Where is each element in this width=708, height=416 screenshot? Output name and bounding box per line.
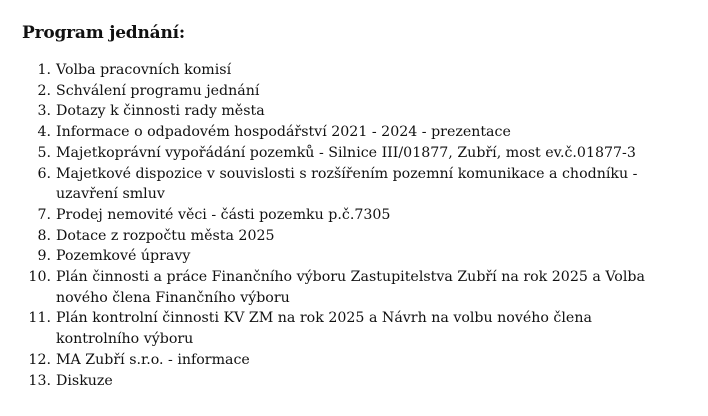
item-number: 5. xyxy=(37,144,51,161)
item-number: 11. xyxy=(28,310,51,327)
list-item xyxy=(22,60,708,81)
item-number: 7. xyxy=(37,206,51,223)
page-title: Program jednání: xyxy=(22,23,185,43)
item-text: Dotace z rozpočtu města 2025 xyxy=(56,227,275,244)
item-text: Pozemkové úpravy xyxy=(56,248,191,265)
list-item xyxy=(22,246,708,267)
item-number: 13. xyxy=(28,372,51,389)
list-item xyxy=(22,205,708,226)
item-number: 3. xyxy=(37,103,51,120)
list-item xyxy=(22,308,708,349)
item-text: Diskuze xyxy=(56,372,113,389)
item-text: Prodej nemovité věci - části pozemku p.č.7305 xyxy=(56,206,391,223)
item-number: 12. xyxy=(28,351,51,368)
item-text: Majetkoprávní vypořádání pozemků - Silnice III/01877, Zubří, most ev.č.01877-3 xyxy=(56,144,636,161)
item-text: Plán kontrolní činnosti KV ZM na rok 2025 a Návrh na volbu nového člena kontrolního výboru xyxy=(56,310,592,348)
list-item xyxy=(22,226,708,247)
item-number: 10. xyxy=(28,269,51,286)
list-item xyxy=(22,267,708,308)
list-item xyxy=(22,164,708,205)
item-text: Dotazy k činnosti rady města xyxy=(56,103,265,120)
item-text: Volba pracovních komisí xyxy=(56,62,232,78)
item-number: 8. xyxy=(37,227,51,244)
list-item xyxy=(22,81,708,102)
item-text: MA Zubří s.r.o. - informace xyxy=(56,351,250,368)
item-number: 6. xyxy=(37,165,51,182)
list-item xyxy=(22,350,708,371)
item-number: 9. xyxy=(37,248,51,265)
list-item xyxy=(22,371,708,392)
list-item xyxy=(22,101,708,122)
list-item xyxy=(22,143,708,164)
item-text: Schválení programu jednání xyxy=(56,82,260,99)
item-number: 4. xyxy=(37,124,51,141)
item-text: Informace o odpadovém hospodářství 2021 - 2024 - prezentace xyxy=(56,124,511,141)
item-number: 1. xyxy=(37,62,51,78)
agenda-list xyxy=(22,60,708,391)
list-item xyxy=(22,122,708,143)
item-number: 2. xyxy=(37,82,51,99)
item-text: Plán činnosti a práce Finančního výboru Zastupitelstva Zubří na rok 2025 a Volba nového člena Finančního výboru xyxy=(56,269,645,306)
item-text: Majetkové dispozice v souvislosti s rozšířením pozemní komunikace a chodníku - uzavření smluv xyxy=(56,165,638,203)
